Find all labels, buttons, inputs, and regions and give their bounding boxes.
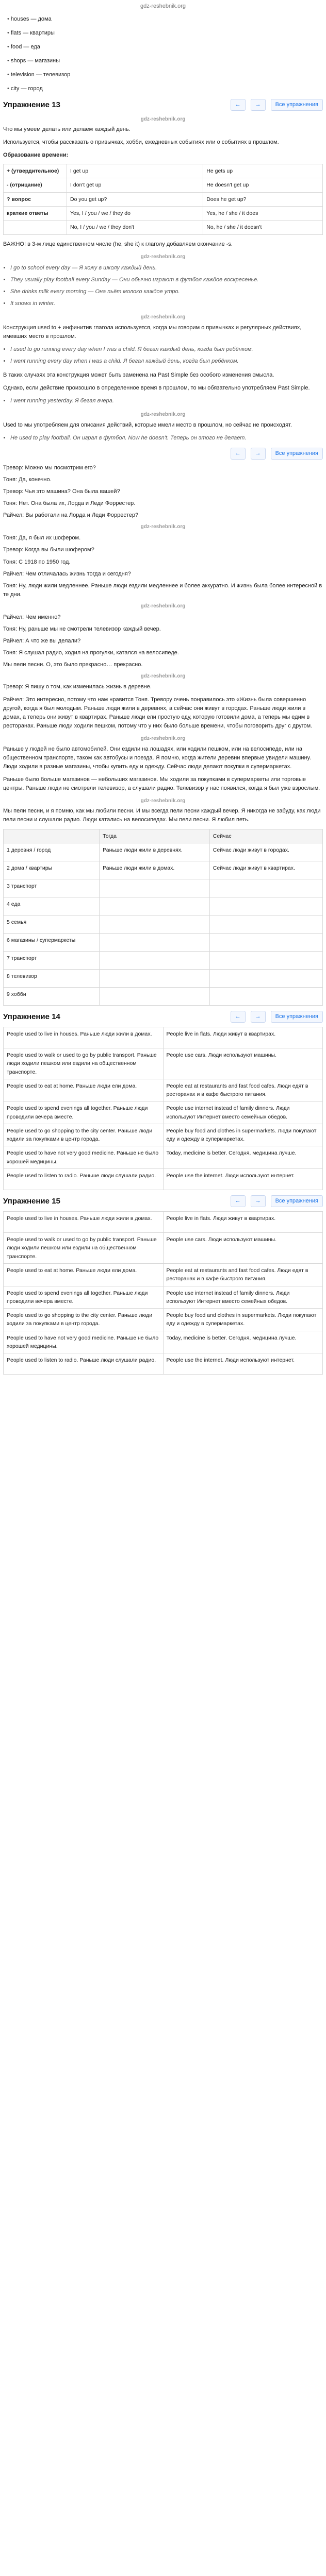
- table-cell: [209, 969, 322, 987]
- exercise-14-table: [3, 1027, 323, 1190]
- table-cell: People live in flats. Люди живут в квартирах.: [163, 1212, 323, 1233]
- exercise-13-title: Упражнение 13: [3, 100, 60, 110]
- table-cell: Раньше люди жили в домах.: [100, 861, 210, 879]
- table-cell: People used to eat at home. Раньше люди ели дома.: [4, 1264, 164, 1286]
- table-cell: 1 деревня / город: [4, 843, 100, 861]
- table-row: [4, 1079, 323, 1101]
- table-cell: People used to spend evenings all together. Раньше люди проводили вечера вместе.: [4, 1286, 164, 1309]
- paragraph: Used to мы употребляем для описания действий, которые имели место в прошлом, но сейчас не происходят.: [3, 421, 292, 428]
- table-cell: He doesn't get up: [203, 178, 323, 192]
- table-cell: People used to walk or used to go by public transport. Раньше люди ходили пешком или ездили на общественном транспорте.: [4, 1233, 164, 1264]
- table-cell: People use the internet. Люди используют интернет.: [163, 1353, 323, 1375]
- dialog-line: Тоня: Нет. Она была их, Лорда и Леди Форрестер.: [3, 500, 136, 506]
- next-button[interactable]: →: [251, 448, 266, 460]
- table-cell: People live in flats. Люди живут в квартирах.: [163, 1027, 323, 1048]
- table-cell: People used to walk or used to go by public transport. Раньше люди ходили пешком или ездили на общественном транспорте.: [4, 1048, 164, 1079]
- dialog-line: Тоня: Ну, раньше мы не смотрели телевизор каждый вечер.: [3, 626, 161, 633]
- table-row: [4, 915, 323, 933]
- table-header-row: [4, 829, 323, 843]
- table-cell: Today, medicine is better. Сегодня, медицина лучше.: [163, 1146, 323, 1169]
- used-to-list: [3, 345, 323, 366]
- table-cell: [209, 951, 322, 969]
- prev-button[interactable]: ←: [231, 1011, 246, 1023]
- table-cell: People used to listen to radio. Раньше люди слушали радио.: [4, 1168, 164, 1190]
- table-row: [4, 221, 323, 234]
- table-cell: 6 магазины / супермаркеты: [4, 933, 100, 951]
- dialog-line: Райчел: Чем отличалась жизнь тогда и сегодня?: [3, 570, 131, 577]
- table-cell: 9 хобби: [4, 987, 100, 1005]
- table-cell: [209, 987, 322, 1005]
- exercise-nav: [231, 1011, 323, 1023]
- table-cell: [100, 987, 210, 1005]
- table-cell: 4 еда: [4, 897, 100, 915]
- next-button[interactable]: →: [251, 99, 266, 111]
- watermark: gdz-reshebnik.org: [140, 673, 186, 680]
- vocab-item: • city — город: [7, 82, 323, 96]
- watermark: gdz-reshebnik.org: [140, 314, 186, 320]
- table-header: Тогда: [100, 829, 210, 843]
- exercise-15-table: [3, 1211, 323, 1375]
- table-cell: People used to have not very good medicine. Раньше не было хорошей медицины.: [4, 1331, 164, 1353]
- table-row: [4, 206, 323, 220]
- dialog-line: Райчел: А что же вы делали?: [3, 638, 81, 645]
- story-paragraph: Мы пели песни, и я помню, как мы любили песни. И мы всегда пели песни каждый вечер. Я никогда не забуду, как люди пели песни и слушали радио. Люди катались на велосипедах. Мы пели песни. Я любил петь.: [3, 808, 321, 823]
- table-header: [4, 829, 100, 843]
- table-cell: No, I / you / we / they don't: [67, 221, 203, 234]
- table-cell: [100, 951, 210, 969]
- paragraph: Используется, чтобы рассказать о привычках, хобби, ежедневных событиях или о событиях в прошлом.: [3, 139, 279, 146]
- paragraph: Конструкция used to + инфинитив глагола используется, когда мы говорим о привычках и регулярных действиях, имевших место в прошлом.: [3, 324, 302, 340]
- table-cell: [100, 933, 210, 951]
- table-cell: [209, 933, 322, 951]
- vocab-item: • food — еда: [7, 40, 323, 54]
- table-cell: + (утвердительное): [4, 164, 67, 178]
- table-cell: People used to live in houses. Раньше люди жили в домах.: [4, 1027, 164, 1048]
- table-cell: I get up: [67, 164, 203, 178]
- table-header: Сейчас: [209, 829, 322, 843]
- table-row: [4, 933, 323, 951]
- example-item: • She drinks milk every morning — Она пьёт молоко каждое утро.: [10, 287, 323, 296]
- story-paragraph: Раньше было больше магазинов — небольших магазинов. Мы ходили за покупками в супермаркеты или торговые центры. Раньше люди не смотрели телевизор, а слушали радио. Телевизор у нас появился, когда я был уже взрослым.: [3, 776, 320, 791]
- grammar-table: [3, 164, 323, 234]
- vocab-item: • flats — квартиры: [7, 26, 323, 40]
- table-cell: 7 транспорт: [4, 951, 100, 969]
- story-paragraph: Раньше у людей не было автомобилей. Они ездили на лошадях, или ходили пешком, или на велосипеде, или на общественном транспорте, таком как автобусы и поезда. Я помню, когда жители деревни впервые увидели машину. Люди ходили в разные магазины, чтобы купить еду и одежду. Сейчас люди делают покупки в супермаркетах.: [3, 745, 311, 770]
- past-list: [3, 397, 323, 405]
- table-row: [4, 861, 323, 879]
- dialog-line: Райчел: Вы работали на Лорда и Леди Форрестер?: [3, 512, 139, 518]
- all-exercises-link[interactable]: Все упражнения: [271, 448, 323, 460]
- all-exercises-link[interactable]: Все упражнения: [271, 1011, 323, 1023]
- table-cell: Раньше люди жили в деревнях.: [100, 843, 210, 861]
- example-item: • It snows in winter.: [10, 299, 323, 308]
- table-cell: [100, 879, 210, 897]
- exercise-14-title: Упражнение 14: [3, 1012, 60, 1021]
- table-row: [4, 1048, 323, 1079]
- paragraph: В таких случаях эта конструкция может быть заменена на Past Simple без особого изменения смысла.: [3, 371, 274, 378]
- prev-button[interactable]: ←: [231, 1195, 246, 1207]
- nav-bar-2: [3, 448, 323, 460]
- table-cell: 8 телевизор: [4, 969, 100, 987]
- table-cell: People use cars. Люди используют машины.: [163, 1048, 323, 1079]
- compare-table: [3, 829, 323, 1006]
- dialog-line: Тоня: Я слушал радио, ходил на прогулки, катался на велосипеде.: [3, 650, 179, 656]
- table-cell: People eat at restaurants and fast food cafes. Люди едят в ресторанах и в кафе быстрого питания.: [163, 1264, 323, 1286]
- table-cell: People use the internet. Люди используют интернет.: [163, 1168, 323, 1190]
- examples-list: [3, 264, 323, 308]
- exercise-13-header: [3, 99, 323, 111]
- next-button[interactable]: →: [251, 1195, 266, 1207]
- dialog-line: Тревор: Можно мы посмотрим его?: [3, 464, 96, 471]
- prev-button[interactable]: ←: [231, 448, 246, 460]
- note: ВАЖНО! в 3-м лице единственном числе (he, she it) к глаголу добавляем окончание -s.: [3, 241, 233, 247]
- story-paragraph: Райчел: Это интересно, потому что нам нравится Тоня. Тревору очень понравилось это «Жизнь была совершенно другой, когда я был молодым. Раньше люди жили в деревнях, а сейчас они живут в городах. Раньше люди жили в домах, а теперь они живут в квартирах. Раньше люди ели простую еду, которую готовили дома, а теперь мы едим в ресторанах. Раньше люди ходили пешком, потому что у них было больше времени, чтобы поговорить друг с другом.: [3, 697, 313, 730]
- table-cell: Сейчас люди живут в городах.: [209, 843, 322, 861]
- table-cell: 2 дома / квартиры: [4, 861, 100, 879]
- dialog-line: Тоня: Да, я был их шофером.: [3, 535, 81, 541]
- example-item: • He used to play football. Он играл в футбол. Now he doesn't. Теперь он этого не делает.: [10, 434, 323, 443]
- table-row: [4, 1212, 323, 1233]
- table-cell: Yes, I / you / we / they do: [67, 206, 203, 220]
- table-cell: People used to spend evenings all together. Раньше люди проводили вечера вместе.: [4, 1101, 164, 1124]
- table-cell: краткие ответы: [4, 206, 67, 220]
- example-item: • I used to go running every day when I was a child. Я бегал каждый день, когда был ребёнком.: [10, 345, 323, 354]
- example-item: • I went running every day when I was a child. Я бегал каждый день, когда был ребёнком.: [10, 357, 323, 366]
- vocab-item: • shops — магазины: [7, 54, 323, 68]
- table-row: [4, 987, 323, 1005]
- table-cell: Today, medicine is better. Сегодня, медицина лучше.: [163, 1331, 323, 1353]
- table-row: [4, 843, 323, 861]
- table-cell: People use internet instead of family dinners. Люди используют Интернет вместо семейных обедов.: [163, 1286, 323, 1309]
- dialog-line: Райчел: Чем именно?: [3, 614, 61, 621]
- exercise-14-header: [3, 1011, 323, 1023]
- table-row: [4, 879, 323, 897]
- table-cell: - (отрицание): [4, 178, 67, 192]
- table-cell: People used to listen to radio. Раньше люди слушали радио.: [4, 1353, 164, 1375]
- exercise-nav: [231, 99, 323, 111]
- table-cell: Yes, he / she / it does: [203, 206, 323, 220]
- table-cell: People used to eat at home. Раньше люди ели дома.: [4, 1079, 164, 1101]
- dialog-line: Тоня: Да, конечно.: [3, 476, 52, 483]
- watermark: gdz-reshebnik.org: [140, 603, 186, 609]
- table-cell: [100, 969, 210, 987]
- vocab-list: [3, 12, 323, 96]
- vocab-item: • television — телевизор: [7, 68, 323, 82]
- table-row: [4, 1353, 323, 1375]
- table-cell: People used to live in houses. Раньше люди жили в домах.: [4, 1212, 164, 1233]
- watermark: gdz-reshebnik.org: [140, 253, 186, 260]
- table-row: [4, 897, 323, 915]
- grammar-title: [3, 151, 323, 160]
- dialog-line: Тревор: Когда вы были шофером?: [3, 547, 94, 553]
- exercise-nav: [231, 1195, 323, 1207]
- table-row: [4, 1286, 323, 1309]
- table-cell: People use cars. Люди используют машины.: [163, 1233, 323, 1264]
- prev-button[interactable]: ←: [231, 99, 246, 111]
- table-row: [4, 1124, 323, 1146]
- table-row: [4, 164, 323, 178]
- dialog: [3, 464, 323, 670]
- table-cell: No, he / she / it doesn't: [203, 221, 323, 234]
- example-item: • I went running yesterday. Я бегал вчера.: [10, 397, 323, 405]
- all-exercises-link[interactable]: Все упражнения: [271, 1195, 323, 1207]
- table-row: [4, 1101, 323, 1124]
- table-cell: [4, 221, 67, 234]
- dialog-line: Тревор: Чья это машина? Она была вашей?: [3, 488, 120, 495]
- table-row: [4, 1264, 323, 1286]
- dialog-line: Мы пели песни. О, это было прекрасно… прекрасно.: [3, 662, 143, 668]
- vocab-item: • houses — дома: [7, 12, 323, 26]
- table-row: [4, 192, 323, 206]
- table-cell: [100, 915, 210, 933]
- table-cell: [209, 915, 322, 933]
- table-cell: People use internet instead of family dinners. Люди используют Интернет вместо семейных обедов.: [163, 1101, 323, 1124]
- table-cell: People buy food and clothes in supermarkets. Люди покупают еду и одежду в супермаркетах.: [163, 1309, 323, 1331]
- story-paragraph: Тревор: Я пишу о том, как изменилась жизнь в деревне.: [3, 683, 152, 690]
- table-cell: Do you get up?: [67, 192, 203, 206]
- dialog-line: Тоня: Ну, люди жили медленнее. Раньше люди ездили медленнее и более аккуратно. И жизнь была более интересной в те дни.: [3, 582, 322, 598]
- table-row: [4, 1027, 323, 1048]
- table-row: [4, 1233, 323, 1264]
- dialog-line: Тоня: С 1918 по 1950 год.: [3, 558, 71, 565]
- example-item: • I go to school every day — Я хожу в школу каждый день.: [10, 264, 323, 273]
- table-row: [4, 1146, 323, 1169]
- table-cell: Does he get up?: [203, 192, 323, 206]
- paragraph: Однако, если действие произошло в определенное время в прошлом, то мы обязательно употребляем Past Simple.: [3, 384, 310, 391]
- table-row: [4, 178, 323, 192]
- watermark: gdz-reshebnik.org: [140, 116, 186, 122]
- table-cell: [209, 897, 322, 915]
- table-cell: People used to go shopping to the city center. Раньше люди ходили за покупками в центр города.: [4, 1124, 164, 1146]
- site-header: gdz-reshebnik.org: [140, 3, 186, 9]
- table-row: [4, 1331, 323, 1353]
- exercise-15-title: Упражнение 15: [3, 1196, 60, 1206]
- table-row: [4, 969, 323, 987]
- paragraph: Что мы умеем делать или делаем каждый день.: [3, 126, 131, 133]
- table-cell: [209, 879, 322, 897]
- exercise-nav: [231, 448, 323, 460]
- table-cell: 5 семья: [4, 915, 100, 933]
- table-cell: People buy food and clothes in supermarkets. Люди покупают еду и одежду в супермаркетах.: [163, 1124, 323, 1146]
- grammar-title-text: Образование времени:: [3, 152, 69, 159]
- table-cell: People used to have not very good medicine. Раньше не было хорошей медицины.: [4, 1146, 164, 1169]
- table-cell: People eat at restaurants and fast food cafes. Люди едят в ресторанах и в кафе быстрого питания.: [163, 1079, 323, 1101]
- exercise-15-header: [3, 1195, 323, 1207]
- watermark: gdz-reshebnik.org: [140, 736, 186, 742]
- example-item: • They usually play football every Sunday — Они обычно играют в футбол каждое воскресенье.: [10, 276, 323, 284]
- table-cell: 3 транспорт: [4, 879, 100, 897]
- all-exercises-link[interactable]: Все упражнения: [271, 99, 323, 111]
- table-cell: I don't get up: [67, 178, 203, 192]
- watermark: gdz-reshebnik.org: [140, 523, 186, 530]
- table-row: [4, 1168, 323, 1190]
- table-cell: He gets up: [203, 164, 323, 178]
- watermark: gdz-reshebnik.org: [140, 412, 186, 418]
- table-cell: Сейчас люди живут в квартирах.: [209, 861, 322, 879]
- next-button[interactable]: →: [251, 1011, 266, 1023]
- table-cell: [100, 897, 210, 915]
- used-to-neg-list: [3, 434, 323, 443]
- table-row: [4, 1309, 323, 1331]
- table-cell: ? вопрос: [4, 192, 67, 206]
- table-cell: People used to go shopping to the city center. Раньше люди ходили за покупками в центр города.: [4, 1309, 164, 1331]
- table-row: [4, 951, 323, 969]
- watermark: gdz-reshebnik.org: [140, 798, 186, 804]
